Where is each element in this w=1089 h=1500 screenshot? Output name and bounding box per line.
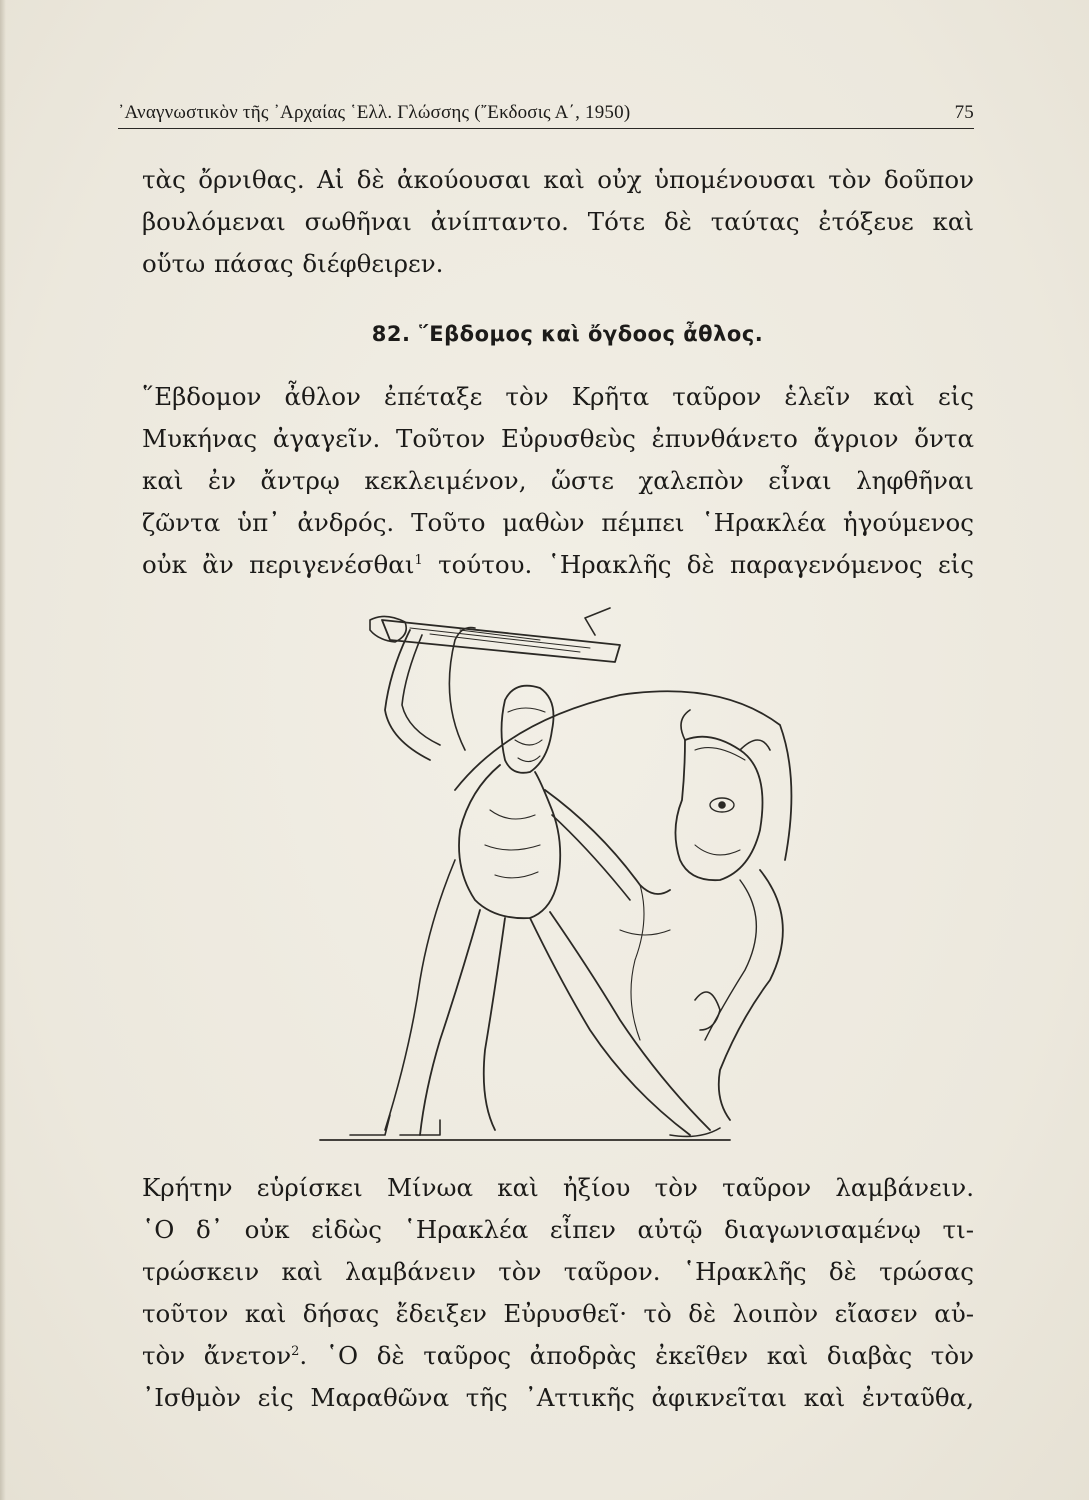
text-line: ῞Εβδομον ἆθλον ἐπέταξε τὸν Κρῆτα ταῦρον ἑλεῖν καὶ εἰς	[142, 382, 974, 411]
text-line: Κρήτην εὑρίσκει Μίνωα καὶ ἠξίου τὸν ταῦρον λαμβάνειν.	[142, 1173, 974, 1202]
text-fragment: τὸν ἄνετον	[142, 1341, 292, 1370]
section-heading-text: 82. ῞Εβδομος καὶ ὄγδοος ἆθλος.	[371, 322, 764, 346]
text-line: τὰς ὄρνιθας. Αἱ δὲ ἀκούουσαι καὶ οὐχ ὑπομένουσαι τὸν δοῦπον	[142, 165, 974, 194]
paragraph-seventh-labour	[142, 376, 974, 586]
section-heading	[0, 322, 1089, 346]
text-line: τοῦτον καὶ δήσας ἔδειξεν Εὐρυσθεῖ· τὸ δὲ λοιπὸν εἴασεν αὐ-	[142, 1299, 974, 1328]
text-line: ῾Ο δ᾿ οὐκ εἰδὼς ῾Ηρακλέα εἶπεν αὐτῷ διαγωνισαμένῳ τι-	[142, 1215, 974, 1244]
text-fragment: τούτου. ῾Ηρακλῆς δὲ παραγενόμενος εἰς	[438, 550, 974, 579]
text-line-with-footnote	[142, 1335, 974, 1377]
footnote-mark: 1	[414, 552, 423, 568]
text-fragment: οὐκ ἂν περιγενέσθαι	[142, 550, 415, 579]
running-head-title: ᾿Αναγνωστικὸν τῆς ᾿Αρχαίας ῾Ελλ. Γλώσσης (῎Εκδοσις Α΄, 1950)	[118, 102, 631, 123]
text-line: ζῶντα ὑπ᾿ ἀνδρός. Τοῦτο μαθὼν πέμπει ῾Ηρακλέα ἡγούμενος	[142, 508, 974, 537]
paragraph-crete	[142, 1167, 974, 1419]
running-head	[118, 102, 974, 129]
page-edge-shadow	[0, 0, 6, 1500]
text-line: οὕτω πάσας διέφθειρεν.	[142, 249, 444, 278]
text-line: Μυκήνας ἀγαγεῖν. Τοῦτον Εὐρυσθεὺς ἐπυνθάνετο ἄγριον ὄντα	[142, 424, 974, 453]
text-fragment: . ῾Ο δὲ ταῦρος ἀποδρὰς ἐκεῖθεν καὶ διαβὰς τὸν	[299, 1341, 974, 1370]
heracles-bull-illustration	[290, 600, 810, 1145]
text-line: τρώσκειν καὶ λαμβάνειν τὸν ταῦρον. ῾Ηρακλῆς δὲ τρώσας	[142, 1257, 974, 1286]
text-line: καὶ ἐν ἄντρῳ κεκλειμένον, ὥστε χαλεπὸν εἶναι ληφθῆναι	[142, 466, 974, 495]
paragraph-birds-ending	[142, 159, 974, 285]
text-line-with-footnote	[142, 544, 974, 586]
footnote-mark: 2	[291, 1343, 300, 1359]
page-number: 75	[954, 102, 974, 123]
text-line: ᾿Ισθμὸν εἰς Μαραθῶνα τῆς ᾿Αττικῆς ἀφικνεῖται καὶ ἐνταῦθα,	[142, 1383, 974, 1412]
text-line: βουλόμεναι σωθῆναι ἀνίπταντο. Τότε δὲ ταύτας ἐτόξευε καὶ	[142, 207, 974, 236]
